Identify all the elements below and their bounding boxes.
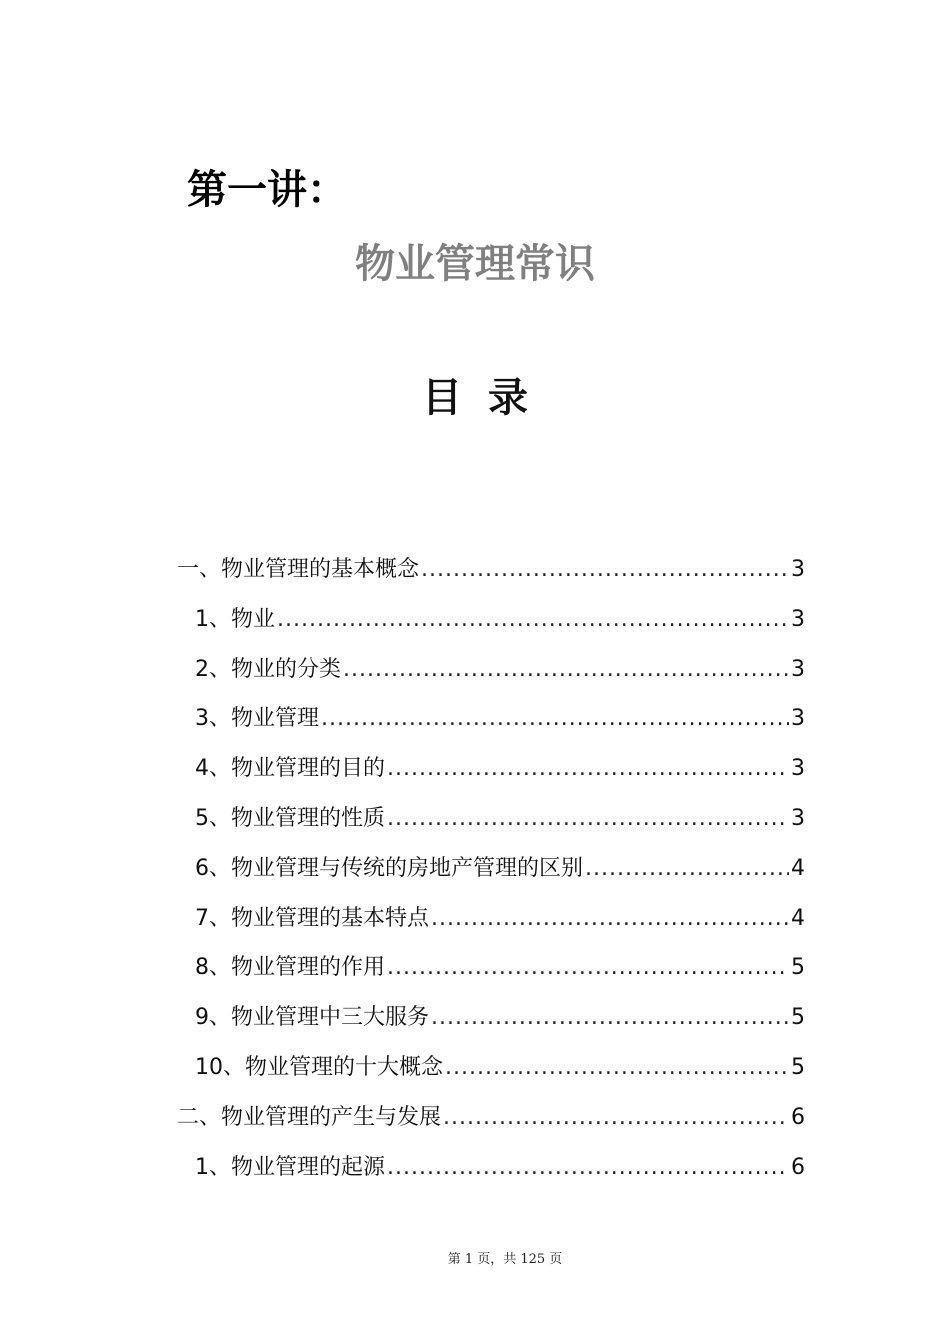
- toc-dot-leader: [387, 794, 789, 844]
- toc-entry-page: 4: [791, 855, 805, 881]
- toc-entry-label: 7、物业管理的基本特点: [195, 905, 429, 931]
- toc-entry[interactable]: [177, 1093, 805, 1143]
- toc-dot-leader: [443, 1093, 789, 1143]
- toc-dot-leader: [585, 844, 789, 894]
- toc-entry-label: 4、物业管理的目的: [195, 756, 385, 782]
- toc-entry-label: 8、物业管理的作用: [195, 955, 385, 981]
- toc-dot-leader: [421, 545, 789, 595]
- toc-dot-leader: [387, 943, 789, 993]
- toc-entry-label: 9、物业管理中三大服务: [195, 1005, 429, 1031]
- toc-entry-page: 3: [791, 756, 805, 782]
- lecture-heading: 第一讲：: [187, 167, 347, 213]
- subject-title: 物业管理常识: [355, 241, 595, 287]
- toc-entry-label: 1、物业管理的起源: [195, 1154, 385, 1180]
- toc-entry-page: 3: [791, 606, 805, 632]
- toc-entry[interactable]: [177, 645, 805, 695]
- toc-entry[interactable]: [177, 595, 805, 645]
- toc-entry-page: 3: [791, 706, 805, 732]
- toc-dot-leader: [343, 645, 789, 695]
- toc-heading: 目录: [422, 375, 554, 421]
- toc-entry[interactable]: [177, 794, 805, 844]
- toc-entry[interactable]: [177, 694, 805, 744]
- toc-entry-page: 6: [791, 1104, 805, 1130]
- toc-entry-page: 5: [791, 1005, 805, 1031]
- toc-entry[interactable]: [177, 744, 805, 794]
- toc-entry-label: 5、物业管理的性质: [195, 805, 385, 831]
- toc-dot-leader: [387, 1143, 789, 1193]
- toc-dot-leader: [321, 694, 789, 744]
- toc-entry-page: 5: [791, 1054, 805, 1080]
- toc-entry[interactable]: [177, 1043, 805, 1093]
- toc-entry-label: 3、物业管理: [195, 706, 319, 732]
- toc-entry-label: 二、物业管理的产生与发展: [177, 1104, 442, 1130]
- toc-entry-label: 6、物业管理与传统的房地产管理的区别: [195, 855, 583, 881]
- toc-entry-page: 3: [791, 805, 805, 831]
- toc-dot-leader: [387, 744, 789, 794]
- toc-entry[interactable]: [177, 1143, 805, 1193]
- toc-entry-page: 5: [791, 955, 805, 981]
- toc-entry-page: 3: [791, 656, 805, 682]
- toc-entry[interactable]: [177, 844, 805, 894]
- toc-entry-page: 4: [791, 905, 805, 931]
- toc-entry[interactable]: [177, 894, 805, 944]
- toc-entry-page: 3: [791, 557, 805, 582]
- toc-entry-label: 2、物业的分类: [195, 656, 341, 682]
- toc-dot-leader: [431, 894, 789, 944]
- toc-entry-label: 一、物业管理的基本概念: [177, 557, 420, 582]
- toc-entry-label: 10、物业管理的十大概念: [195, 1054, 443, 1080]
- toc-entry[interactable]: [177, 943, 805, 993]
- toc-dot-leader: [277, 595, 789, 645]
- toc-dot-leader: [431, 993, 789, 1043]
- toc-entry[interactable]: [177, 993, 805, 1043]
- table-of-contents: [177, 545, 805, 1192]
- toc-entry[interactable]: [177, 545, 805, 595]
- toc-entry-label: 1、物业: [195, 606, 275, 632]
- page-footer: 第 1 页，共 125 页: [447, 1252, 563, 1267]
- toc-dot-leader: [445, 1043, 789, 1093]
- toc-entry-page: 6: [791, 1154, 805, 1180]
